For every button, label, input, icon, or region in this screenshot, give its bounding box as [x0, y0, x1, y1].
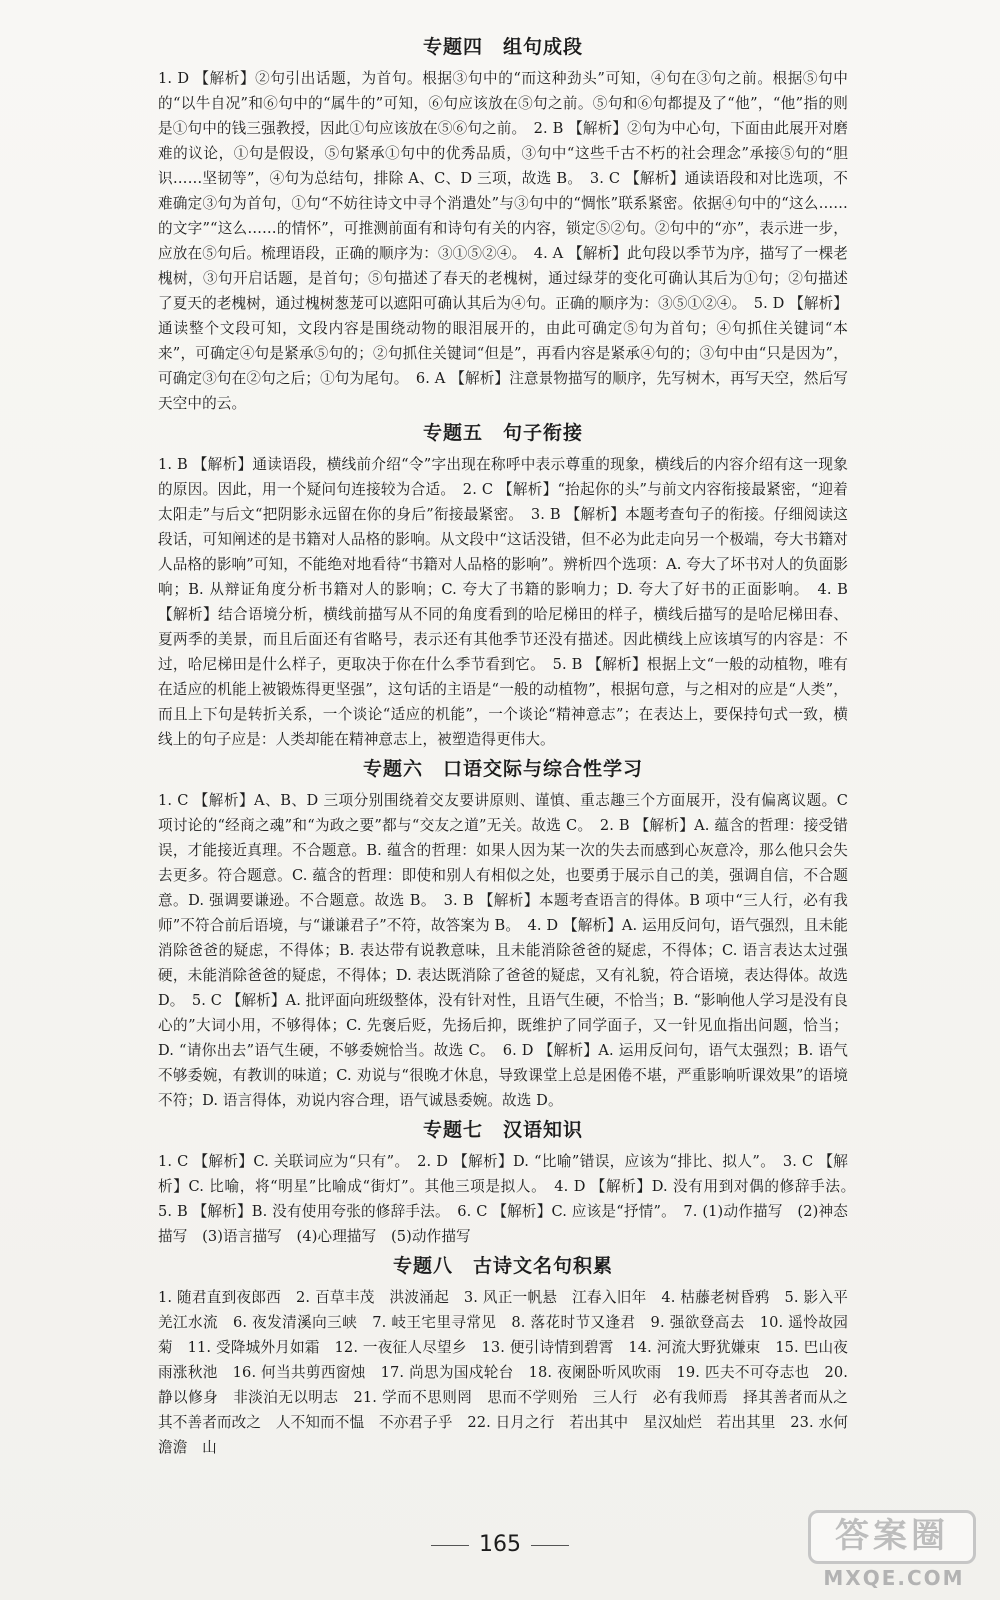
footer-dash-left	[431, 1545, 469, 1546]
section-title: 专题四 组句成段	[422, 36, 583, 58]
section-4	[158, 34, 848, 416]
section-body: 1. C 【解析】C. 关联词应为“只有”。 2. D 【解析】D. “比喻”错误，应该为“排比、拟人”。 3. C 【解析】C. 比喻，将“明星”比喻成“街灯”。其他三项是拟人。 4. D 【解析】D. 没有用到对偶的修辞手法。 5. B 【解析】B. 没有使用夸张的修辞手法。 6. C 【解析】C. 应该是“抒情”。 7. (1)动作描写 (2)神态描写 (3)语言描写 (4)心理描写 (5)动作描写	[158, 1153, 863, 1245]
section-5	[158, 420, 848, 752]
section-title: 专题八 古诗文名句积累	[392, 1255, 613, 1277]
section-body: 1. D 【解析】②句引出话题，为首句。根据③句中的“而这种劲头”可知，④句在③句之前。根据⑤句中的“以牛自况”和⑥句中的“属牛的”可知，⑥句应该放在⑤句之前。⑤句和⑥句都提及了“他”，“他”指的则是①句中的钱三强教授，因此①句应该放在⑤⑥句之前。 2. B 【解析】②句为中心句，下面由此展开对磨难的议论，①句是假设，⑤句紧承①句中的优秀品质，③句中“这些千古不朽的社会理念”承接⑤句的“胆识……坚韧等”，④句为总结句，排除 A、C、D 三项，故选 B。 3. C 【解析】通读语段和对比选项，不难确定③句为首句，①句“不妨往诗文中寻个消遣处”与③句中的“惆怅”联系紧密。依据④句中的“这么……的文字”“这么……的情怀”，可推测前面有和诗句有关的内容，锁定⑤②句。②句中的“亦”，表示进一步，应放在⑤句后。梳理语段，正确的顺序为：③①⑤②④。 4. A 【解析】此句段以季节为序，描写了一棵老槐树，③句开启话题，是首句；⑤句描述了春天的老槐树，通过绿芽的变化可确认其后为①句；②句描述了夏天的老槐树，通过槐树葱茏可以遮阳可确认其后为④句。正确的顺序为：③⑤①②④。 5. D 【解析】通读整个文段可知，文段内容是围绕动物的眼泪展开的，由此可确定⑤句为首句；④句抓住关键词“本来”，可确定④句是紧承⑤句的；②句抓住关键词“但是”，再看内容是紧承④句的；③句中由“只是因为”，可确定③句在②句之后；①句为尾句。 6. A 【解析】注意景物描写的顺序，先写树木，再写天空，然后写天空中的云。	[158, 70, 848, 412]
section-6	[158, 756, 848, 1113]
section-title: 专题六 口语交际与综合性学习	[362, 758, 643, 780]
section-body: 1. B 【解析】通读语段，横线前介绍“令”字出现在称呼中表示尊重的现象，横线后的内容介绍有这一现象的原因。因此，用一个疑问句连接较为合适。 2. C 【解析】“抬起你的头”与前文内容衔接最紧密，“迎着太阳走”与后文“把阴影永远留在你的身后”衔接最紧密。 3. B 【解析】本题考查句子的衔接。仔细阅读这段话，可知阐述的是书籍对人品格的影响。从文段中“这话没错，但不必为此走向另一个极端，夸大书籍对人品格的影响”可知，不能绝对地看待“书籍对人品格的影响”。辨析四个选项：A. 夸大了坏书对人的负面影响；B. 从辩证角度分析书籍对人的影响；C. 夸大了书籍的影响力；D. 夸大了好书的正面影响。 4. B 【解析】结合语境分析，横线前描写从不同的角度看到的哈尼梯田的样子，横线后描写的是哈尼梯田春、夏两季的美景，而且后面还有省略号，表示还有其他季节还没有描述。因此横线上应该填写的内容是：不过，哈尼梯田是什么样子，更取决于你在什么季节看到它。 5. B 【解析】根据上文“一般的动植物，唯有在适应的机能上被锻炼得更坚强”，这句话的主语是“一般的动植物”，根据句意，与之相对的应是“人类”，而且上下句是转折关系，一个谈论“适应的机能”，一个谈论“精神意志”；在表达上，要保持句式一致，横线上的句子应是：人类却能在精神意志上，被塑造得更伟大。	[158, 456, 848, 748]
page-number: 165	[479, 1532, 521, 1557]
section-title: 专题五 句子衔接	[422, 422, 583, 444]
watermark-url: MXQE.COM	[823, 1566, 965, 1590]
watermark	[806, 1510, 982, 1594]
section-title: 专题七 汉语知识	[422, 1119, 583, 1141]
watermark-logo: 答案圈	[808, 1510, 976, 1564]
page-content	[158, 30, 863, 1460]
section-body: 1. C 【解析】A、B、D 三项分别围绕着交友要讲原则、谨慎、重志趣三个方面展开，没有偏离议题。C 项讨论的“经商之魂”和“为政之要”都与“交友之道”无关。故选 C。 2. B 【解析】A. 蕴含的哲理：接受错误，才能接近真理。不合题意。B. 蕴含的哲理：如果人因为某一次的失去而感到心灰意冷，那么他只会失去更多。符合题意。C. 蕴含的哲理：即使和别人有相似之处，也要勇于展示自己的美，强调自信，不合题意。D. 强调要谦逊。不合题意。故选 B。 3. B 【解析】本题考查语言的得体。B 项中“三人行，必有我师”不符合前后语境，与“谦谦君子”不符，故答案为 B。 4. D 【解析】A. 运用反问句，语气强烈，且未能消除爸爸的疑虑，不得体；B. 表达带有说教意味，且未能消除爸爸的疑虑，不得体；C. 语言表达太过强硬，未能消除爸爸的疑虑，不得体；D. 表达既消除了爸爸的疑虑，又有礼貌，符合语境，表达得体。故选 D。 5. C 【解析】A. 批评面向班级整体，没有针对性，且语气生硬，不恰当；B. “影响他人学习是没有良心的”大词小用，不够得体；C. 先褒后贬，先扬后抑，既维护了同学面子，又一针见血指出问题，恰当；D. “请你出去”语气生硬，不够委婉恰当。故选 C。 6. D 【解析】A. 运用反问句，语气太强烈；B. 语气不够委婉，有教训的味道；C. 劝说与“很晚才休息，导致课堂上总是困倦不堪，严重影响听课效果”的语境不符；D. 语言得体，劝说内容合理，语气诚恳委婉。故选 D。	[158, 792, 848, 1109]
section-8	[158, 1253, 863, 1460]
footer-dash-right	[531, 1545, 569, 1546]
section-7	[158, 1117, 863, 1249]
section-body: 1. 随君直到夜郎西 2. 百草丰茂 洪波涌起 3. 风正一帆悬 江春入旧年 4. 枯藤老树昏鸦 5. 影入平羌江水流 6. 夜发清溪向三峡 7. 岐王宅里寻常见 8. 落花时节又逢君 9. 强欲登高去 10. 遥怜故园菊 11. 受降城外月如霜 12. 一夜征人尽望乡 13. 便引诗情到碧霄 14. 河流大野犹嫌束 15. 巴山夜雨涨秋池 16. 何当共剪西窗烛 17. 尚思为国戍轮台 18. 夜阑卧听风吹雨 19. 匹夫不可夺志也 20. 静以修身 非淡泊无以明志 21. 学而不思则罔 思而不学则殆 三人行 必有我师焉 择其善者而从之 其不善者而改之 人不知而不愠 不亦君子乎 22. 日月之行 若出其中 星汉灿烂 若出其里 23. 水何澹澹 山	[158, 1289, 863, 1456]
